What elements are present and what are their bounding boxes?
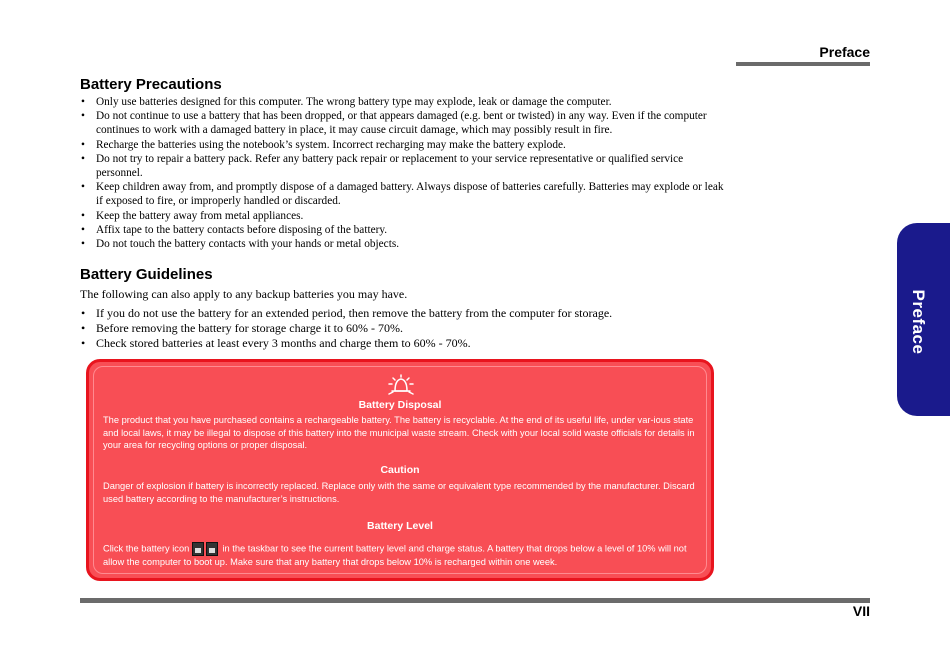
level-text-after: in the taskbar to see the current battery level and charge status. A battery that drops below a level of 10% will not allow the computer to boot up. Make sure that any battery that drops below 10% is recharged within one week. [103,543,687,567]
disposal-heading: Battery Disposal [358,399,442,411]
list-item: • Before removing the battery for storage charge it to 60% - 70%. [80,321,725,336]
side-tab-label: Preface [909,289,928,355]
battery-level-text [103,542,703,569]
battery-notice-box [86,359,714,581]
caution-text: Danger of explosion if battery is incorrectly replaced. Replace only with the same or equivalent type recommended by the manufacturer. Discard used battery according to the manufacturer’s instructions. [103,481,695,504]
guidelines-heading: Battery Guidelines [80,266,213,283]
footer-rule [80,598,870,603]
list-item: • Check stored batteries at least every 3 months and charge them to 60% - 70%. [80,336,725,351]
list-item: • Recharge the batteries using the notebook’s system. Incorrect recharging may make the battery explode. [80,138,725,152]
list-item: • Do not touch the battery contacts with your hands or metal objects. [80,237,725,251]
guidelines-intro: The following can also apply to any backup batteries you may have. [80,287,408,301]
precautions-list [80,95,725,251]
guidelines-list [80,306,725,351]
precautions-heading: Battery Precautions [80,76,222,93]
caution-heading: Caution [380,464,420,476]
list-item: • If you do not use the battery for an extended period, then remove the battery from the computer for storage. [80,306,725,321]
battery-icon [192,542,204,556]
list-item: • Only use batteries designed for this computer. The wrong battery type may explode, leak or damage the computer. [80,95,725,109]
alarm-bell-icon [386,372,416,396]
list-item: • Keep children away from, and promptly dispose of a damaged battery. Always dispose of batteries carefully. Batteries may explode or leak if exposed to fire, or improperly handled or discarded. [80,180,725,208]
header-rule [736,62,870,66]
list-item: • Do not continue to use a battery that has been dropped, or that appears damaged (e.g. bent or twisted) in any way. Even if the computer continues to work with a damaged battery in place, it may cause circuit damage, which may possibly result in fire. [80,109,725,137]
disposal-text: The product that you have purchased contains a rechargeable battery. The battery is recyclable. At the end of its useful life, under var-ious state and local laws, it may be illegal to dispose of this battery into the municipal waste stream. Check with your local solid waste officials for details in your area for recycling options or proper disposal. [103,415,695,451]
page-number: VII [852,603,870,619]
level-text-before: Click the battery icon [103,543,190,554]
battery-plug-icon [206,542,218,556]
list-item: • Keep the battery away from metal appliances. [80,209,725,223]
list-item: • Do not try to repair a battery pack. Refer any battery pack repair or replacement to your service representative or qualified service personnel. [80,152,725,180]
list-item: • Affix tape to the battery contacts before disposing of the battery. [80,223,725,237]
battery-level-heading: Battery Level [367,520,433,532]
header-title: Preface [819,44,870,60]
